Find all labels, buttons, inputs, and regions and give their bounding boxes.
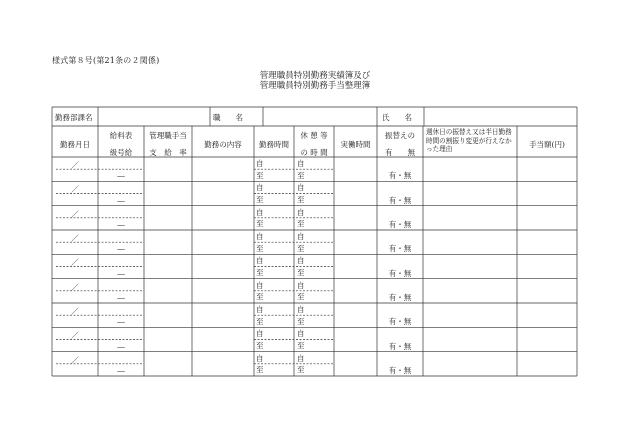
amount-field[interactable] [517, 181, 577, 205]
from-label: 自 [256, 329, 264, 339]
work-content-field[interactable] [192, 254, 254, 278]
rest-from-label: 自 [297, 159, 305, 168]
reason-field[interactable] [423, 279, 517, 303]
date-slash: ／ [71, 355, 79, 365]
allowance-rate-field[interactable] [144, 303, 192, 327]
actual-hours-field[interactable] [334, 230, 377, 254]
actual-hours-field[interactable] [334, 206, 377, 230]
date-slash: ／ [71, 307, 79, 316]
date-slash: ／ [71, 234, 79, 243]
actual-hours-field[interactable] [334, 181, 377, 205]
grade-dash: ― [117, 292, 125, 302]
position-field[interactable] [265, 108, 377, 125]
allowance-rate-field[interactable] [144, 279, 192, 303]
work-date-field[interactable] [52, 254, 98, 278]
col-salary-table: 給料表 [109, 131, 133, 140]
col-reason: 週休日の振替え又は半日勤務時間の割振り変更が行えなかった理由 [426, 128, 512, 154]
rest-to-label: 至 [297, 268, 305, 277]
work-date-field[interactable] [52, 352, 98, 376]
rest-from-label: 自 [297, 305, 305, 314]
grade-dash: ― [117, 244, 125, 254]
amount-field[interactable] [517, 352, 577, 376]
grade-dash: ― [117, 365, 125, 375]
allowance-rate-field[interactable] [144, 206, 192, 230]
actual-hours-field[interactable] [334, 157, 377, 181]
col-substitute-line1: 振替えの [385, 131, 415, 140]
grade-dash: ― [117, 268, 125, 278]
col-substitute-line2: 有 無 [385, 148, 415, 157]
to-label: 至 [256, 195, 264, 204]
allowance-rate-field[interactable] [144, 230, 192, 254]
form-number: 様式第８号(第21条の２関係) [52, 56, 160, 65]
grade-dash: ― [117, 219, 125, 229]
rest-from-label: 自 [297, 353, 305, 363]
col-allowance-line1: 管理職手当 [149, 131, 187, 140]
allowance-rate-field[interactable] [144, 157, 192, 181]
substitute-yes-no: 有・無 [388, 365, 412, 375]
position-label: 職 名 [213, 113, 243, 122]
work-content-field[interactable] [192, 206, 254, 230]
allowance-rate-field[interactable] [144, 327, 192, 351]
rest-from-label: 自 [297, 280, 305, 290]
rest-from-label: 自 [297, 183, 305, 193]
reason-field[interactable] [423, 181, 517, 205]
amount-field[interactable] [517, 254, 577, 278]
col-rest-line1: 休 憩 等 [300, 131, 328, 140]
to-label: 至 [256, 292, 264, 302]
to-label: 至 [256, 341, 264, 350]
from-label: 自 [256, 232, 264, 241]
amount-field[interactable] [517, 279, 577, 303]
rest-to-label: 至 [297, 195, 305, 204]
reason-field[interactable] [423, 157, 517, 181]
date-slash: ／ [71, 258, 79, 268]
work-date-field[interactable] [52, 230, 98, 254]
work-content-field[interactable] [192, 303, 254, 327]
amount-field[interactable] [517, 230, 577, 254]
rest-to-label: 至 [297, 170, 305, 180]
date-slash: ／ [71, 209, 79, 219]
reason-field[interactable] [423, 230, 517, 254]
rest-to-label: 至 [297, 219, 305, 229]
actual-hours-field[interactable] [334, 303, 377, 327]
col-actual-hours: 実働時間 [340, 140, 371, 149]
col-work-date: 勤務月日 [60, 140, 90, 149]
work-content-field[interactable] [192, 352, 254, 376]
actual-hours-field[interactable] [334, 254, 377, 278]
to-label: 至 [256, 170, 264, 180]
substitute-yes-no: 有・無 [388, 244, 412, 254]
substitute-yes-no: 有・無 [388, 268, 412, 278]
from-label: 自 [256, 280, 264, 290]
col-allowance-line2: 支 給 率 [149, 148, 187, 157]
rest-to-label: 至 [297, 365, 305, 375]
allowance-rate-field[interactable] [144, 254, 192, 278]
substitute-yes-no: 有・無 [388, 219, 412, 229]
work-date-field[interactable] [52, 181, 98, 205]
department-label: 勤務部課名 [55, 113, 93, 122]
substitute-yes-no: 有・無 [388, 341, 412, 351]
actual-hours-field[interactable] [334, 352, 377, 376]
from-label: 自 [256, 256, 264, 266]
rest-from-label: 自 [297, 207, 305, 217]
date-slash: ／ [71, 161, 79, 170]
actual-hours-field[interactable] [334, 327, 377, 351]
work-date-field[interactable] [52, 303, 98, 327]
reason-field[interactable] [423, 303, 517, 327]
grade-dash: ― [117, 341, 125, 351]
work-date-field[interactable] [52, 279, 98, 303]
col-work-content: 勤務の内容 [204, 140, 242, 149]
from-label: 自 [256, 159, 264, 168]
name-label: 氏 名 [382, 113, 412, 122]
work-content-field[interactable] [192, 157, 254, 181]
amount-field[interactable] [517, 327, 577, 351]
rest-from-label: 自 [297, 256, 305, 266]
rest-to-label: 至 [297, 243, 305, 253]
rest-to-label: 至 [297, 292, 305, 302]
work-date-field[interactable] [52, 327, 98, 351]
from-label: 自 [256, 207, 264, 217]
amount-field[interactable] [517, 303, 577, 327]
col-amount: 手当額(円) [529, 140, 565, 149]
work-content-field[interactable] [192, 279, 254, 303]
substitute-yes-no: 有・無 [388, 171, 412, 181]
date-slash: ／ [71, 282, 79, 292]
name-field[interactable] [427, 108, 577, 125]
from-label: 自 [256, 305, 264, 314]
work-content-field[interactable] [192, 181, 254, 205]
work-content-field[interactable] [192, 230, 254, 254]
allowance-rate-field[interactable] [144, 181, 192, 205]
amount-field[interactable] [517, 157, 577, 181]
department-field[interactable] [98, 108, 210, 125]
reason-field[interactable] [423, 254, 517, 278]
col-work-hours: 勤務時間 [259, 140, 289, 149]
amount-field[interactable] [517, 206, 577, 230]
rest-from-label: 自 [297, 329, 305, 339]
rest-from-label: 自 [297, 232, 305, 241]
work-content-field[interactable] [192, 327, 254, 351]
to-label: 至 [256, 316, 264, 326]
date-slash: ／ [71, 331, 79, 341]
grade-dash: ― [117, 317, 125, 327]
to-label: 至 [256, 268, 264, 277]
to-label: 至 [256, 243, 264, 253]
substitute-yes-no: 有・無 [388, 292, 412, 302]
substitute-yes-no: 有・無 [388, 195, 412, 205]
from-label: 自 [256, 353, 264, 363]
work-date-field[interactable] [52, 157, 98, 181]
substitute-yes-no: 有・無 [388, 317, 412, 327]
col-rest-line2: の 時 間 [300, 148, 328, 157]
to-label: 至 [256, 219, 264, 229]
form-title-line-2: 管理職員特別勤務手当整理簿 [259, 81, 371, 91]
col-grade: 級号給 [109, 148, 133, 157]
rest-to-label: 至 [297, 341, 305, 350]
grade-dash: ― [117, 195, 125, 205]
reason-field[interactable] [423, 206, 517, 230]
work-date-field[interactable] [52, 206, 98, 230]
rest-to-label: 至 [297, 316, 305, 326]
allowance-rate-field[interactable] [144, 352, 192, 376]
date-slash: ／ [71, 185, 79, 195]
form-title-line-1: 管理職員特別勤務実績簿及び [259, 71, 371, 81]
reason-field[interactable] [423, 352, 517, 376]
reason-field[interactable] [423, 327, 517, 351]
to-label: 至 [256, 365, 264, 375]
from-label: 自 [256, 183, 264, 193]
grade-dash: ― [117, 171, 125, 181]
actual-hours-field[interactable] [334, 279, 377, 303]
